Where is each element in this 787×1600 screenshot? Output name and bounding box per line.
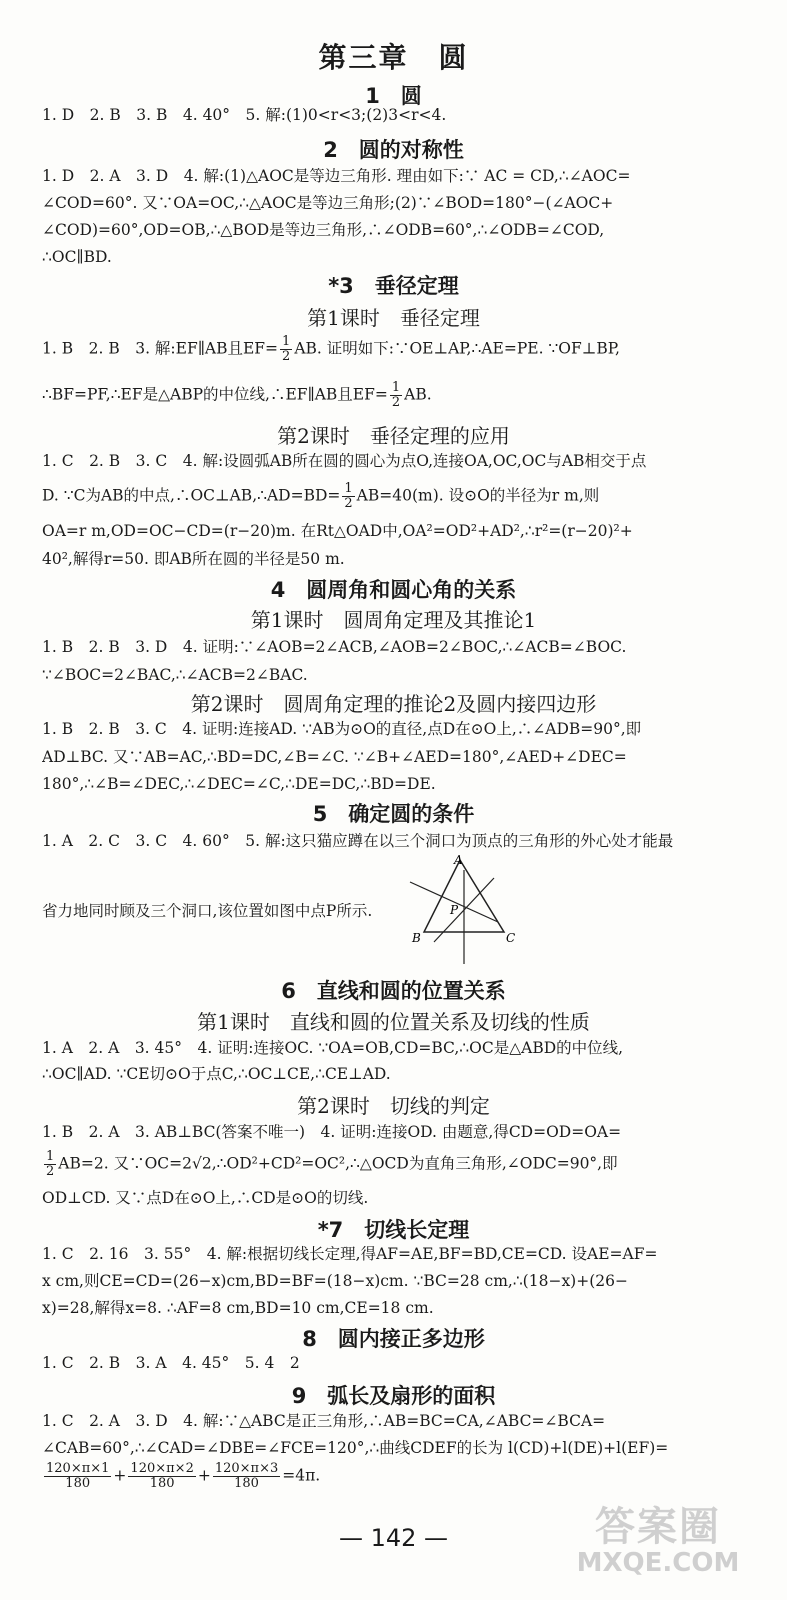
answer-line: ∠CAB=60°,∴∠CAD=∠DBE=∠FCE=120°,∴曲线CDEF的长为 l(CD)+l(DE)+l(EF)=: [42, 1439, 669, 1457]
section-heading-9: 9 弧长及扇形的面积: [291, 1384, 496, 1408]
answer-line: 40²,解得r=50. 即AB所在圆的半径是50 m.: [42, 550, 345, 568]
answer-line: OA=r m,OD=OC−CD=(r−20)m. 在Rt△OAD中,OA²=OD²+AD²,∴r²=(r−20)²+: [42, 522, 633, 540]
section-heading-5: 5 确定圆的条件: [312, 802, 475, 826]
circumcenter-triangle-figure: [400, 852, 530, 970]
answer-line: 1. A 2. C 3. C 4. 60° 5. 解:这只猫应蹲在以三个洞口为顶点的三角形的外心处才能最: [42, 832, 674, 850]
fraction-arc-1: [44, 1462, 111, 1491]
page-number: — 142 —: [338, 1524, 449, 1552]
answer-line: 1. C 2. A 3. D 4. 解:∵△ABC是正三角形,∴AB=BC=CA,∠ABC=∠BCA=: [42, 1412, 606, 1430]
answer-text: AB=2. 又∵OC=2√2,∴OD²+CD²=OC²,∴△OCD为直角三角形,∠ODC=90°,即: [58, 1154, 618, 1173]
answer-line: 省力地同时顾及三个洞口,该位置如图中点P所示.: [42, 902, 373, 920]
watermark-text: 答案圈: [595, 1504, 721, 1550]
answer-text: AB. 证明如下:∵OE⊥AP,∴AE=PE. ∵OF⊥BP,: [294, 339, 620, 358]
answer-text: 1. B 2. B 3. 解:EF∥AB且EF=: [42, 339, 279, 358]
fraction-denominator: 2: [282, 349, 291, 364]
answer-line: ∴OC∥AD. ∵CE切⊙O于点C,∴OC⊥CE,∴CE⊥AD.: [42, 1065, 391, 1083]
fraction-numerator: 120×π×3: [214, 1462, 279, 1476]
fraction-denominator: 180: [234, 1476, 259, 1491]
fraction-half: [44, 1150, 56, 1179]
answer-text: =4π.: [282, 1466, 321, 1485]
answer-text: D. ∵C为AB的中点,∴OC⊥AB,∴AD=BD=: [42, 486, 341, 505]
answer-line: 1. C 2. B 3. A 4. 45° 5. 4 2: [42, 1354, 300, 1372]
lesson-heading-4-2: 第2课时 圆周角定理的推论2及圆内接四边形: [190, 692, 597, 716]
section-heading-7: *7 切线长定理: [317, 1218, 470, 1242]
answer-line: x)=28,解得x=8. ∴AF=8 cm,BD=10 cm,CE=18 cm.: [42, 1299, 434, 1317]
watermark-url: MXQE.COM: [576, 1548, 740, 1578]
answer-line: 1. C 2. 16 3. 55° 4. 解:根据切线长定理,得AF=AE,BF=BD,CE=CD. 设AE=AF=: [42, 1245, 658, 1263]
answer-line: [42, 1462, 767, 1491]
fraction-half: [280, 335, 292, 364]
point-label-p: P: [450, 903, 459, 917]
answer-line: [42, 381, 767, 410]
section-heading-2: 2 圆的对称性: [323, 138, 464, 162]
answer-line: [42, 482, 767, 511]
answer-line: 1. A 2. A 3. 45° 4. 证明:连接OC. ∵OA=OB,CD=BC,∴OC是△ABD的中位线,: [42, 1039, 624, 1057]
fraction-arc-2: [128, 1462, 195, 1491]
answer-line: 1. C 2. B 3. C 4. 解:设圆弧AB所在圆的圆心为点O,连接OA,OC,OC与AB相交于点: [42, 452, 647, 470]
fraction-numerator: 1: [391, 381, 401, 395]
answer-text: AB=40(m). 设⊙O的半径为r m,则: [356, 486, 600, 505]
watermark-logo: [563, 1495, 753, 1585]
answer-line: 1. B 2. A 3. AB⊥BC(答案不唯一) 4. 证明:连接OD. 由题意,得CD=OD=OA=: [42, 1123, 622, 1141]
section-heading-6: 6 直线和圆的位置关系: [281, 979, 506, 1003]
fraction-arc-3: [213, 1462, 280, 1491]
answer-line: [42, 335, 767, 364]
plus-sign: +: [113, 1466, 127, 1485]
fraction-numerator: 1: [344, 482, 353, 496]
vertex-label-a: A: [454, 853, 463, 867]
fraction-denominator: 180: [65, 1476, 91, 1491]
answer-line: OD⊥CD. 又∵点D在⊙O上,∴CD是⊙O的切线.: [42, 1189, 369, 1207]
section-heading-3: *3 垂径定理: [328, 274, 459, 298]
answer-line: ∠COD=60°. 又∵OA=OC,∴△AOC是等边三角形;(2)∵∠BOD=180°−(∠AOC+: [42, 194, 614, 212]
answer-text: AB.: [404, 385, 432, 404]
fraction-half: [342, 482, 354, 511]
answer-line: 1. D 2. A 3. D 4. 解:(1)△AOC是等边三角形. 理由如下:∵ AC = CD,∴∠AOC=: [42, 167, 631, 185]
fraction-denominator: 2: [391, 395, 401, 410]
lesson-heading-6-1: 第1课时 直线和圆的位置关系及切线的性质: [197, 1010, 590, 1034]
answer-line: x cm,则CE=CD=(26−x)cm,BD=BF=(18−x)cm. ∵BC=28 cm,∴(18−x)+(26−: [42, 1272, 628, 1290]
section-heading-4: 4 圆周角和圆心角的关系: [270, 578, 517, 602]
lesson-heading-4-1: 第1课时 圆周角定理及其推论1: [250, 608, 537, 632]
fraction-denominator: 2: [46, 1164, 55, 1179]
answer-line: ∠COD)=60°,OD=OB,∴△BOD是等边三角形,∴∠ODB=60°,∴∠ODB=∠COD,: [42, 221, 605, 239]
section-heading-1: 1 圆: [365, 84, 422, 108]
vertex-label-c: C: [506, 931, 516, 945]
answer-line: 1. B 2. B 3. C 4. 证明:连接AD. ∵AB为⊙O的直径,点D在⊙O上,∴∠ADB=90°,即: [42, 720, 642, 738]
chapter-title: 第三章 圆: [318, 41, 469, 74]
fraction-half: [390, 381, 402, 410]
answer-line: [42, 1150, 767, 1179]
answer-line: ∴OC∥BD.: [42, 248, 112, 266]
plus-sign: +: [197, 1466, 211, 1485]
answer-line: ∵∠BOC=2∠BAC,∴∠ACB=2∠BAC.: [42, 666, 308, 684]
lesson-heading-3-1: 第1课时 垂径定理: [307, 306, 480, 330]
answer-line: 1. B 2. B 3. D 4. 证明:∵∠AOB=2∠ACB,∠AOB=2∠BOC,∴∠ACB=∠BOC.: [42, 638, 627, 656]
answer-text: ∴BF=PF,∴EF是△ABP的中位线,∴EF∥AB且EF=: [42, 385, 388, 404]
vertex-label-b: B: [412, 931, 421, 945]
answer-line: AD⊥BC. 又∵AB=AC,∴BD=DC,∠B=∠C. ∵∠B+∠AED=180°,∠AED+∠DEC=: [42, 748, 627, 766]
lesson-heading-3-2: 第2课时 垂径定理的应用: [277, 424, 510, 448]
answer-line: 1. D 2. B 3. B 4. 40° 5. 解:(1)0<r<3;(2)3<r<4.: [42, 106, 447, 124]
fraction-numerator: 1: [282, 335, 291, 349]
fraction-numerator: 120×π×2: [130, 1462, 194, 1476]
fraction-numerator: 1: [46, 1150, 55, 1164]
fraction-numerator: 120×π×1: [46, 1462, 110, 1476]
answer-line: 180°,∴∠B=∠DEC,∴∠DEC=∠C,∴DE=DC,∴BD=DE.: [42, 775, 436, 793]
lesson-heading-6-2: 第2课时 切线的判定: [297, 1094, 490, 1118]
section-heading-8: 8 圆内接正多边形: [302, 1327, 485, 1351]
fraction-denominator: 2: [344, 496, 353, 511]
fraction-denominator: 180: [149, 1476, 175, 1491]
